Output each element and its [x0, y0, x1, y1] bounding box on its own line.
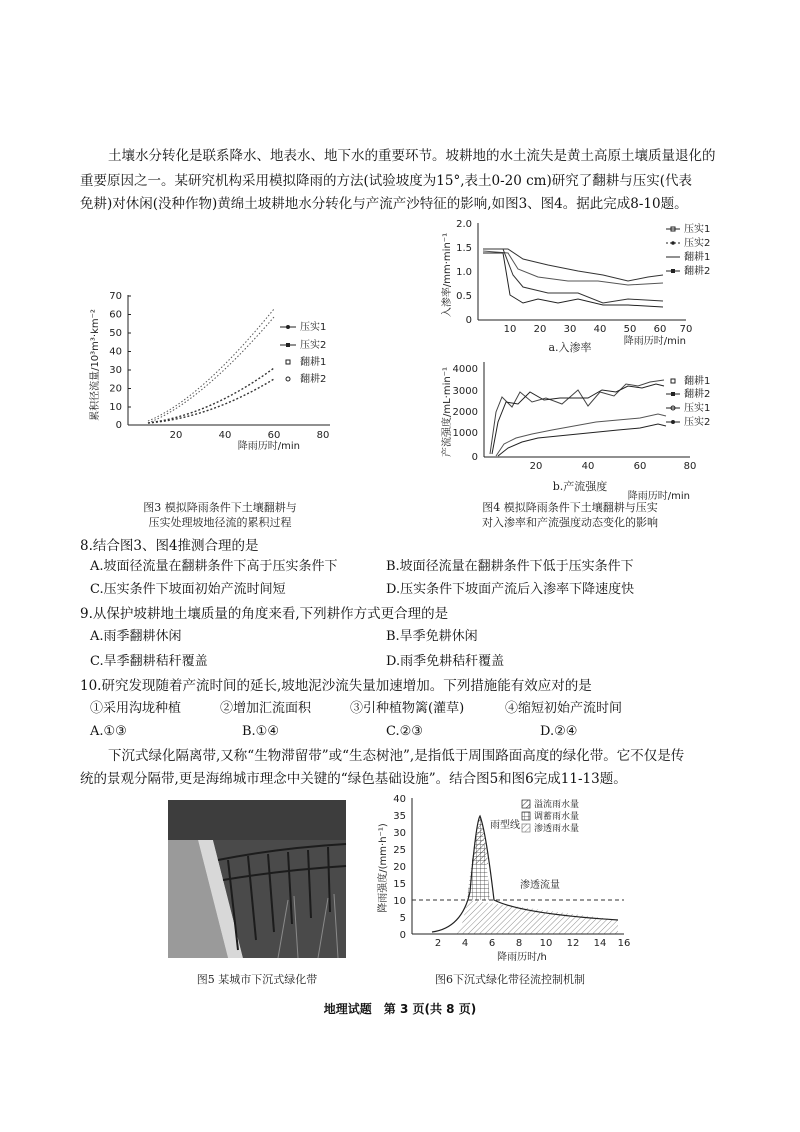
tick-label: 6 [488, 938, 496, 949]
intro-line: 免耕)对休闲(没种作物)黄绵土坡耕地水分转化与产流产沙特征的影响,如图3、图4。据此完成8-10题。 [80, 196, 688, 212]
tick-label: 60 [653, 324, 667, 335]
tick-label: 15 [393, 879, 406, 890]
fig6-legend [522, 798, 579, 834]
question-10-stem: 10.研究发现随着产流时间的延长,坡地泥沙流失量加速增加。下列措施能有效应对的是 [80, 678, 592, 694]
fig4b-ylabel: 产流强度/mL·min⁻¹ [442, 366, 453, 458]
tick-label: 8 [515, 938, 523, 949]
tick-label: 1.5 [456, 243, 472, 254]
figure-5-caption: 图5 某城市下沉式绿化带 [196, 973, 318, 986]
q10-option-a[interactable]: A.①③ [90, 724, 127, 739]
legend-label: 翻耕1 [684, 252, 711, 263]
tick-label: 70 [679, 324, 693, 335]
tick-label: 4 [461, 938, 469, 949]
legend-label: 压实1 [684, 224, 711, 235]
legend-label: 压实2 [684, 238, 711, 249]
tick-label: 35 [393, 811, 406, 822]
tick-label: 10 [393, 896, 406, 907]
caption-line: 压实处理坡地径流的累积过程 [148, 516, 292, 529]
intro-paragraph-2 [108, 745, 728, 768]
tick-label: 10 [503, 324, 517, 335]
fig4a-ylabel: 入渗率/mm·min⁻¹ [442, 232, 453, 318]
fig3-yticks [109, 291, 122, 431]
tick-label: 60 [267, 430, 281, 441]
q10-item-4: ④缩短初始产流时间 [505, 701, 623, 716]
tick-label: 0 [399, 930, 406, 941]
q10-item-1: ①采用沟垅种植 [90, 701, 182, 716]
legend-label: 压实2 [300, 340, 327, 351]
fig3-ylabel: 累积径流量/10³m³·km⁻² [90, 309, 101, 421]
q10-item-2: ②增加汇流面积 [220, 701, 312, 716]
page-footer: 地理试题 第 3 页(共 8 页) [323, 1002, 477, 1016]
figure-5-photo [168, 800, 346, 958]
q8-option-b[interactable]: B.坡面径流量在翻耕条件下低于压实条件下 [386, 559, 634, 574]
legend-label: 翻耕1 [300, 357, 327, 368]
figure-4b-chart [428, 352, 728, 502]
fig4b-xlabel: 降雨历时/min [627, 491, 690, 502]
legend-label: 压实1 [300, 322, 327, 333]
tick-label: 40 [593, 324, 607, 335]
tick-label: 1.0 [456, 267, 472, 278]
tick-label: 20 [529, 461, 543, 472]
tick-label: 16 [617, 938, 631, 949]
figure-3-chart [80, 285, 350, 450]
intro-paragraph-1b [80, 170, 730, 216]
tick-label: 20 [393, 862, 406, 873]
tick-label: 20 [169, 430, 183, 441]
fig4b-sublabel: b.产流强度 [552, 480, 608, 493]
tick-label: 40 [109, 346, 122, 358]
tick-label: 40 [393, 794, 406, 805]
q10-option-d[interactable]: D.②④ [540, 724, 578, 739]
tick-label: 0.5 [456, 291, 472, 302]
question-9-stem: 9.从保护坡耕地土壤质量的角度来看,下列耕作方式更合理的是 [80, 606, 449, 622]
tick-label: 14 [593, 938, 607, 949]
legend-label: 渗透雨水量 [534, 824, 580, 834]
fig6-curve-label: 雨型线 [490, 820, 520, 831]
q9-option-b[interactable]: B.旱季免耕休闲 [386, 629, 478, 644]
q8-option-c[interactable]: C.压实条件下坡面初始产流时间短 [90, 582, 286, 597]
q8-option-d[interactable]: D.压实条件下坡面产流后入渗率下降速度快 [386, 582, 635, 597]
q10-item-3: ③引种植物篱(灌草) [350, 701, 465, 716]
tick-label: 60 [633, 461, 647, 472]
q10-option-c[interactable]: C.②③ [386, 724, 423, 739]
legend-label: 翻耕2 [684, 266, 711, 277]
tick-label: 12 [566, 938, 580, 949]
legend-label: 翻耕2 [684, 389, 711, 400]
tick-label: 30 [393, 828, 406, 839]
tick-label: 2 [434, 938, 442, 949]
figure-4a-chart [428, 215, 728, 350]
tick-label: 10 [539, 938, 553, 949]
q10-option-b[interactable]: B.①④ [242, 724, 279, 739]
legend-label: 溢流雨水量 [534, 800, 580, 810]
tick-label: 0 [115, 420, 122, 431]
tick-label: 1000 [452, 428, 478, 439]
tick-label: 20 [109, 383, 122, 395]
tick-label: 10 [109, 402, 122, 413]
caption-line: 图4 模拟降雨条件下土壤翻耕与压实 [482, 501, 658, 514]
figure-6-chart [372, 792, 642, 967]
tick-label: 50 [623, 324, 637, 335]
tick-label: 50 [109, 328, 122, 339]
figure-6-caption: 图6下沉式绿化带径流控制机制 [435, 973, 585, 986]
tick-label: 40 [581, 461, 595, 472]
tick-label: 3000 [452, 386, 478, 397]
figure-3-caption [110, 500, 330, 530]
tick-label: 5 [399, 913, 406, 924]
legend-label: 翻耕2 [300, 374, 327, 385]
intro-line: 土壤水分转化是联系降水、地表水、地下水的重要环节。坡耕地的水土流失是黄土高原土壤质量退化的 [108, 148, 716, 164]
intro-paragraph-2b [80, 768, 730, 791]
tick-label: 20 [533, 324, 547, 335]
legend-label: 压实1 [684, 403, 711, 414]
q8-option-a[interactable]: A.坡面径流量在翻耕条件下高于压实条件下 [90, 559, 338, 574]
tick-label: 30 [563, 324, 577, 335]
tick-label: 30 [109, 365, 122, 376]
tick-label: 4000 [452, 364, 478, 375]
tick-label: 0 [471, 452, 478, 463]
figure-4-caption [440, 500, 700, 530]
fig6-xlabel: 降雨历时/h [497, 952, 547, 963]
fig3-legend [280, 321, 326, 385]
tick-label: 80 [316, 430, 330, 441]
tick-label: 80 [683, 461, 697, 472]
tick-label: 40 [218, 430, 232, 441]
intro-paragraph-1 [108, 145, 728, 168]
legend-label: 调蓄雨水量 [534, 812, 580, 822]
tick-label: 60 [109, 309, 122, 321]
tick-label: 0 [465, 315, 472, 326]
fig4a-sublabel: a.入渗率 [548, 341, 592, 354]
fig4a-xlabel: 降雨历时/min [623, 336, 686, 347]
intro-line: 统的景观分隔带,更是海绵城市理念中关键的“绿色基础设施”。结合图5和图6完成11-13题。 [80, 771, 627, 787]
tick-label: 2000 [452, 407, 478, 418]
fig3-xlabel: 降雨历时/min [237, 441, 300, 452]
caption-line: 图3 模拟降雨条件下土壤翻耕与 [143, 501, 297, 514]
intro-line: 重要原因之一。某研究机构采用模拟降雨的方法(试验坡度为15°,表土0-20 cm)研究了翻耕与压实(代表 [80, 173, 693, 189]
fig6-ylabel: 降雨强度/(mm·h⁻¹) [378, 823, 389, 913]
q9-option-d[interactable]: D.雨季免耕秸秆覆盖 [386, 654, 505, 669]
q9-option-c[interactable]: C.旱季翻耕秸秆覆盖 [90, 654, 208, 669]
fig4a-legend [666, 223, 710, 277]
caption-line: 对入渗率和产流强度动态变化的影响 [482, 516, 658, 529]
intro-line: 下沉式绿化隔离带,又称“生物滞留带”或“生态树池”,是指低于周围路面高度的绿化带。它不仅是传 [108, 748, 685, 764]
legend-label: 翻耕1 [684, 376, 711, 387]
fig4b-legend [666, 374, 710, 428]
legend-label: 压实2 [684, 417, 711, 428]
tick-label: 70 [109, 291, 122, 302]
question-8-stem: 8.结合图3、图4推测合理的是 [80, 538, 259, 554]
q9-option-a[interactable]: A.雨季翻耕休闲 [90, 629, 182, 644]
tick-label: 25 [393, 845, 406, 856]
tick-label: 2.0 [456, 219, 472, 230]
fig6-infil-label: 渗透流量 [520, 880, 560, 891]
